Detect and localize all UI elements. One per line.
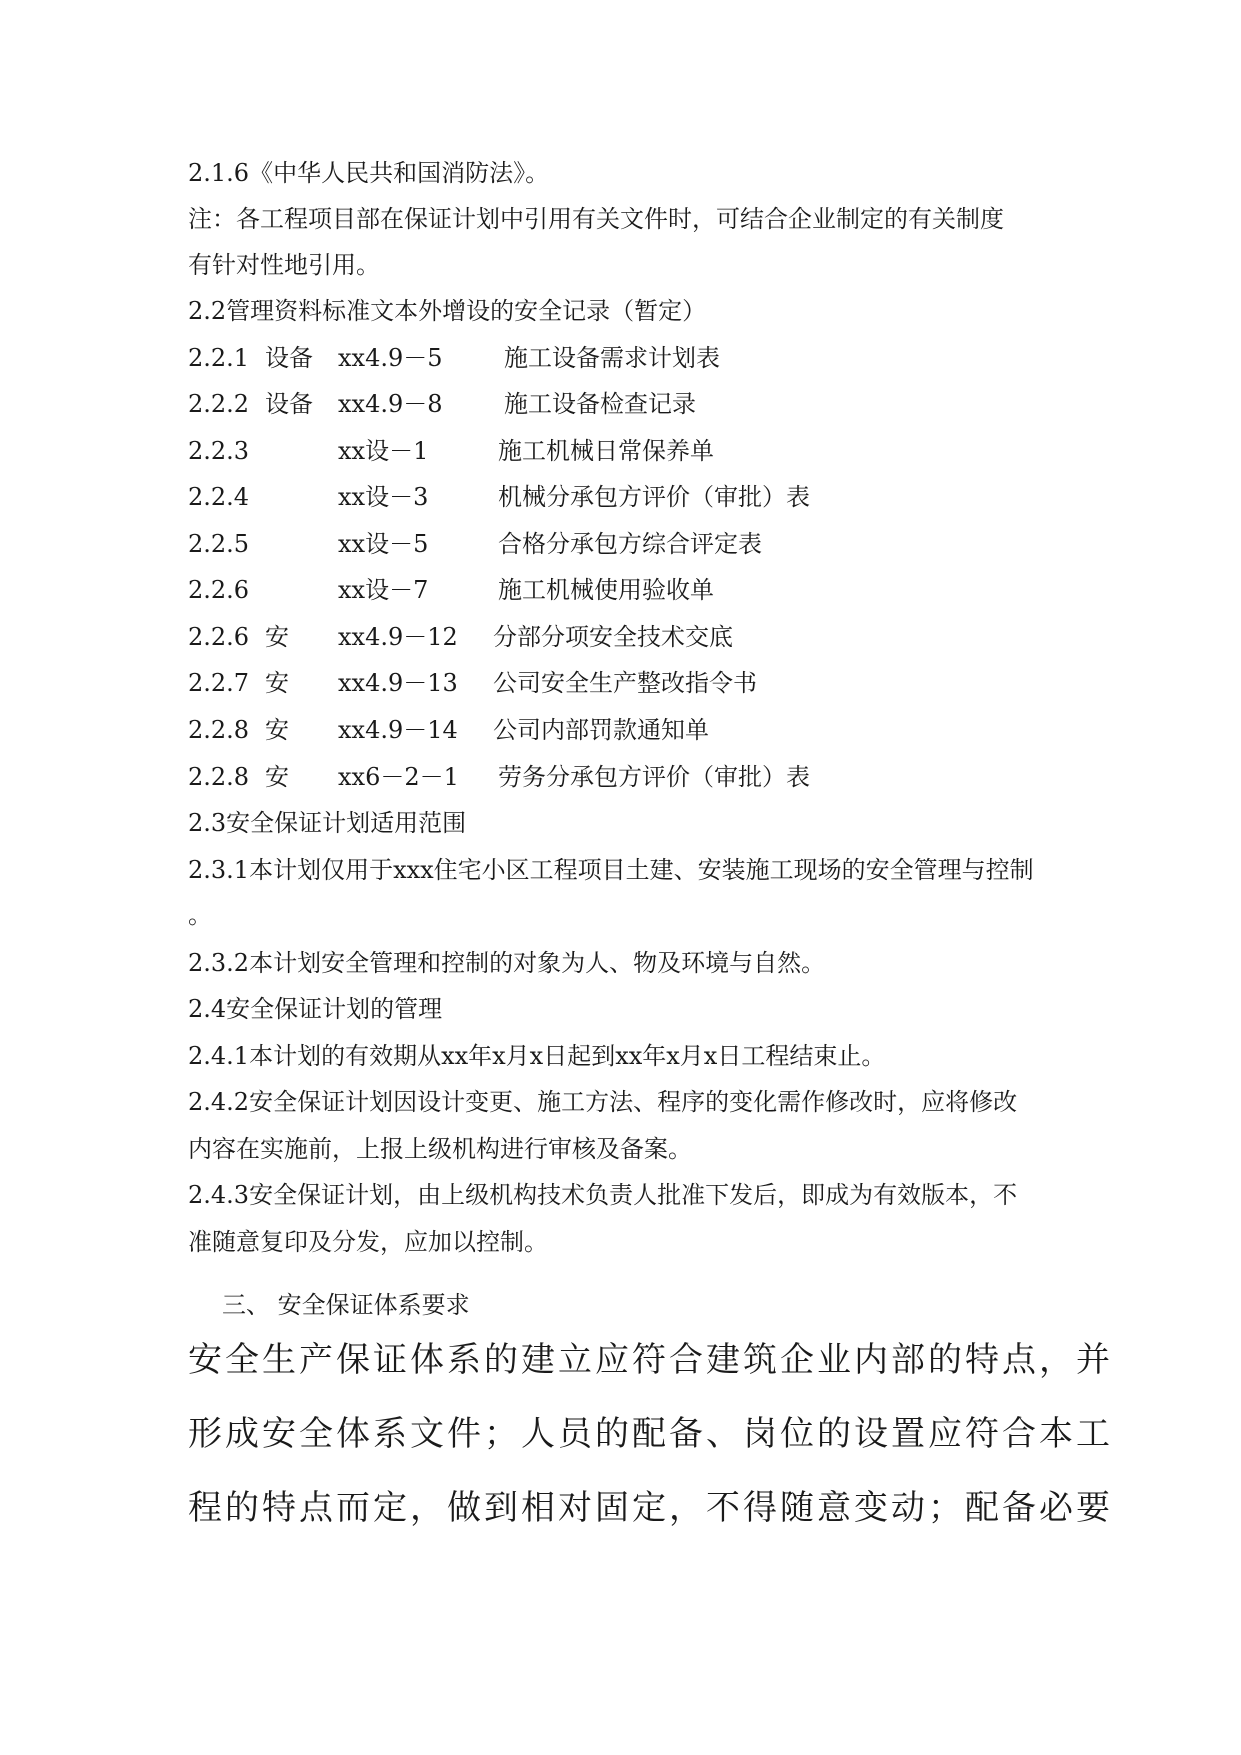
record-name: 公司安全生产整改指令书 [493,669,757,697]
body-paragraph-line-1: 安全生产保证体系的建立应符合建筑企业内部的特点，并 [188,1340,1113,1380]
record-code: xx设－3 [338,483,429,511]
record-name: 公司内部罚款通知单 [493,716,709,744]
record-row [188,389,888,419]
record-code: xx4.9－8 [338,390,443,418]
section-2-2-heading: 2.2管理资料标准文本外增设的安全记录（暂定） [188,297,707,325]
clause-2-4-1: 2.4.1本计划的有效期从xx年x月x日起到xx年x月x日工程结束止。 [188,1042,886,1070]
record-name: 分部分项安全技术交底 [493,623,733,651]
record-code: xx4.9－13 [338,669,458,697]
clause-2-4-2-line-2: 内容在实施前，上报上级机构进行审核及备案。 [188,1135,692,1163]
record-row [188,436,888,466]
record-row [188,482,888,512]
record-number: 2.2.3 [188,437,250,465]
record-number: 2.2.6 [188,623,250,651]
record-number: 2.2.6 [188,576,250,604]
record-code: xx4.9－14 [338,716,458,744]
record-code: xx4.9－5 [338,344,443,372]
record-number: 2.2.4 [188,483,250,511]
record-name: 施工设备需求计划表 [504,344,720,372]
record-number: 2.2.8 [188,763,250,791]
record-row [188,668,888,698]
record-row [188,762,888,792]
record-code: xx设－1 [338,437,429,465]
clause-2-4-3-line-2: 准随意复印及分发，应加以控制。 [188,1228,548,1256]
record-row [188,715,888,745]
note-line-2: 有针对性地引用。 [188,251,380,279]
body-paragraph-line-2: 形成安全体系文件；人员的配备、岗位的设置应符合本工 [188,1414,1113,1454]
record-name: 机械分承包方评价（审批）表 [498,483,810,511]
record-code: xx设－7 [338,576,429,604]
record-row [188,575,888,605]
record-category: 设备 [265,390,313,418]
clause-2-4-3-line-1: 2.4.3安全保证计划，由上级机构技术负责人批准下发后，即成为有效版本，不 [188,1181,1018,1209]
clause-2-4-2-line-1: 2.4.2安全保证计划因设计变更、施工方法、程序的变化需作修改时，应将修改 [188,1088,1018,1116]
record-name: 施工机械使用验收单 [498,576,714,604]
record-name: 施工机械日常保养单 [498,437,714,465]
record-name: 劳务分承包方评价（审批）表 [498,763,810,791]
record-number: 2.2.7 [188,669,250,697]
record-number: 2.2.5 [188,530,250,558]
clause-2-3-1-tail: 。 [188,901,212,929]
record-row [188,622,888,652]
record-number: 2.2.2 [188,390,250,418]
body-paragraph-line-3: 程的特点而定，做到相对固定，不得随意变动；配备必要 [188,1488,1113,1528]
record-number: 2.2.8 [188,716,250,744]
section-2-3-heading: 2.3安全保证计划适用范围 [188,809,467,837]
record-code: xx4.9－12 [338,623,458,651]
record-name: 合格分承包方综合评定表 [498,530,762,558]
record-category: 安 [265,669,289,697]
clause-2-3-2: 2.3.2本计划安全管理和控制的对象为人、物及环境与自然。 [188,949,826,977]
record-number: 2.2.1 [188,344,250,372]
section-2-4-heading: 2.4安全保证计划的管理 [188,995,443,1023]
record-category: 安 [265,623,289,651]
record-row [188,529,888,559]
record-name: 施工设备检查记录 [504,390,696,418]
clause-2-3-1: 2.3.1本计划仅用于xxx住宅小区工程项目土建、安装施工现场的安全管理与控制 [188,856,1034,884]
note-line-1: 注：各工程项目部在保证计划中引用有关文件时，可结合企业制定的有关制度 [188,205,1004,233]
clause-2-1-6: 2.1.6《中华人民共和国消防法》。 [188,159,550,187]
record-code: xx6－2－1 [338,763,459,791]
chapter-3-heading: 三、 安全保证体系要求 [222,1291,470,1319]
record-row [188,343,888,373]
record-code: xx设－5 [338,530,429,558]
record-category: 设备 [265,344,313,372]
record-category: 安 [265,716,289,744]
record-category: 安 [265,763,289,791]
